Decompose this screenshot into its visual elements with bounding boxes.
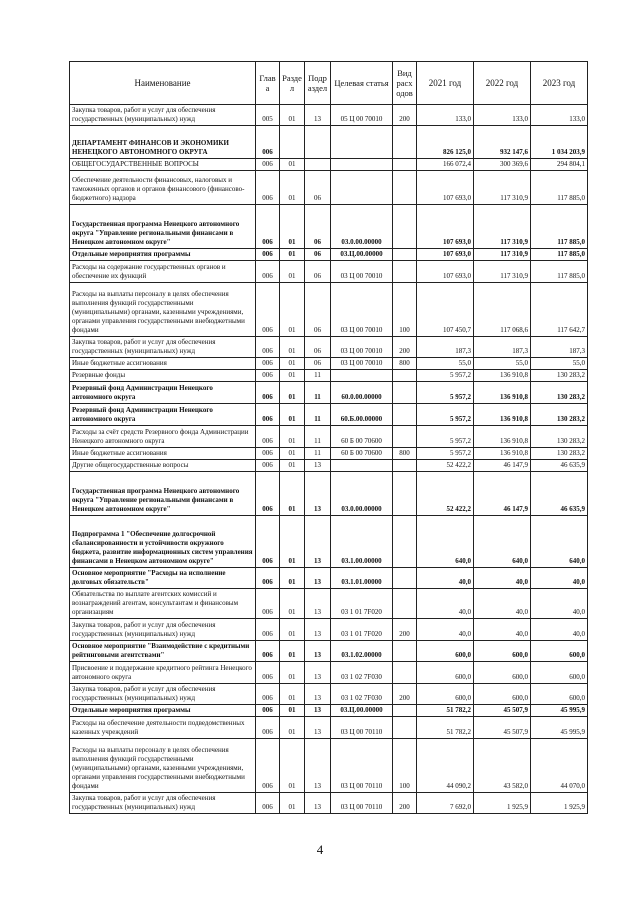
row-name: Расходы на обеспечение деятельности подведомственных казенных учреждений	[70, 717, 256, 739]
row-2023: 1 034 203,9	[531, 126, 588, 159]
row-2022: 136 910,8	[474, 426, 531, 448]
row-glava: 006	[256, 126, 280, 159]
row-vid	[393, 404, 417, 426]
row-vid	[393, 516, 417, 568]
row-2023: 130 283,2	[531, 426, 588, 448]
row-2023: 40,0	[531, 589, 588, 619]
row-glava: 006	[256, 619, 280, 641]
header-glava: Глав а	[256, 62, 280, 105]
row-name: Расходы на выплаты персоналу в целях обеспечения выполнения функций государственными (муниципальными) органами, казенными учреждениями, органами управления государственными внебюджетными фондами	[70, 739, 256, 793]
row-razdel: 01	[280, 159, 305, 171]
table-row	[70, 705, 588, 717]
row-2021: 826 125,0	[417, 126, 474, 159]
row-target: 03.1.00.00000	[331, 516, 393, 568]
row-glava: 006	[256, 472, 280, 516]
table-row	[70, 404, 588, 426]
header-2023: 2023 год	[531, 62, 588, 105]
table-row	[70, 171, 588, 205]
table-row	[70, 426, 588, 448]
row-name: ДЕПАРТАМЕНТ ФИНАНСОВ И ЭКОНОМИКИ НЕНЕЦКОГО АВТОНОМНОГО ОКРУГА	[70, 126, 256, 159]
row-2022: 187,3	[474, 337, 531, 358]
row-target: 03 1 01 7F020	[331, 589, 393, 619]
row-razdel: 01	[280, 358, 305, 370]
row-glava: 005	[256, 105, 280, 126]
row-name: Закупка товаров, работ и услуг для обеспечения государственных (муниципальных) нужд	[70, 793, 256, 814]
row-glava: 006	[256, 337, 280, 358]
row-2023: 117 642,7	[531, 283, 588, 337]
row-target: 03.0.00.00000	[331, 472, 393, 516]
row-podrazdel: 06	[305, 261, 331, 283]
row-podrazdel: 11	[305, 404, 331, 426]
row-glava: 006	[256, 460, 280, 472]
row-target: 03.0.00.00000	[331, 205, 393, 249]
row-2022: 40,0	[474, 619, 531, 641]
row-vid	[393, 460, 417, 472]
row-target: 03.Ц.00.00000	[331, 249, 393, 261]
row-2021: 107 693,0	[417, 205, 474, 249]
row-vid	[393, 717, 417, 739]
row-razdel: 01	[280, 705, 305, 717]
row-name: Резервный фонд Администрации Ненецкого автономного округа	[70, 382, 256, 404]
row-2023: 1 925,9	[531, 793, 588, 814]
row-name: Обязательства по выплате агентских комиссий и вознаграждений агентам, консультантам и финансовым организациям	[70, 589, 256, 619]
row-razdel: 01	[280, 641, 305, 662]
table-body	[70, 105, 588, 814]
row-glava: 006	[256, 426, 280, 448]
row-target	[331, 159, 393, 171]
row-name: Закупка товаров, работ и услуг для обеспечения государственных (муниципальных) нужд	[70, 337, 256, 358]
table-row	[70, 261, 588, 283]
row-vid	[393, 568, 417, 589]
row-2022: 300 369,6	[474, 159, 531, 171]
row-2021: 5 957,2	[417, 370, 474, 382]
row-2022: 640,0	[474, 516, 531, 568]
row-2022: 45 507,9	[474, 705, 531, 717]
row-2023: 117 885,0	[531, 171, 588, 205]
row-vid: 200	[393, 619, 417, 641]
row-2022: 136 910,8	[474, 382, 531, 404]
row-2023: 40,0	[531, 568, 588, 589]
row-razdel: 01	[280, 249, 305, 261]
row-vid: 100	[393, 739, 417, 793]
table-row	[70, 472, 588, 516]
row-razdel: 01	[280, 717, 305, 739]
header-target: Целевая статья	[331, 62, 393, 105]
row-razdel: 01	[280, 261, 305, 283]
table-header	[70, 62, 588, 105]
row-target: 60 Б 00 70600	[331, 426, 393, 448]
row-2021: 55,0	[417, 358, 474, 370]
row-glava: 006	[256, 589, 280, 619]
row-2021: 52 422,2	[417, 472, 474, 516]
row-podrazdel: 06	[305, 205, 331, 249]
row-2021: 166 072,4	[417, 159, 474, 171]
row-glava: 006	[256, 448, 280, 460]
row-2021: 7 692,0	[417, 793, 474, 814]
row-glava: 006	[256, 793, 280, 814]
row-podrazdel: 11	[305, 448, 331, 460]
row-podrazdel: 13	[305, 589, 331, 619]
row-2022: 600,0	[474, 684, 531, 705]
row-2022: 600,0	[474, 641, 531, 662]
header-2021: 2021 год	[417, 62, 474, 105]
row-target	[331, 460, 393, 472]
table-row	[70, 249, 588, 261]
row-2023: 133,0	[531, 105, 588, 126]
row-vid	[393, 159, 417, 171]
row-glava: 006	[256, 283, 280, 337]
table-row	[70, 283, 588, 337]
row-2022: 117 068,6	[474, 283, 531, 337]
row-target: 03 Ц 00 70010	[331, 261, 393, 283]
row-podrazdel: 13	[305, 619, 331, 641]
row-glava: 006	[256, 568, 280, 589]
row-podrazdel: 11	[305, 426, 331, 448]
row-vid	[393, 249, 417, 261]
row-razdel: 01	[280, 382, 305, 404]
row-target: 03 Ц 00 70110	[331, 793, 393, 814]
row-vid	[393, 641, 417, 662]
row-podrazdel: 13	[305, 472, 331, 516]
row-podrazdel: 13	[305, 684, 331, 705]
row-vid	[393, 171, 417, 205]
row-glava: 006	[256, 382, 280, 404]
row-2023: 44 070,0	[531, 739, 588, 793]
row-2023: 40,0	[531, 619, 588, 641]
row-2021: 44 090,2	[417, 739, 474, 793]
row-target: 03.1.02.00000	[331, 641, 393, 662]
row-vid: 800	[393, 358, 417, 370]
row-2022: 40,0	[474, 568, 531, 589]
row-2021: 107 693,0	[417, 261, 474, 283]
row-2023: 130 283,2	[531, 370, 588, 382]
row-2021: 600,0	[417, 684, 474, 705]
row-razdel: 01	[280, 662, 305, 684]
row-2023: 187,3	[531, 337, 588, 358]
page-number: 4	[316, 842, 324, 857]
row-vid: 200	[393, 793, 417, 814]
row-name: Обеспечение деятельности финансовых, налоговых и таможенных органов и органов финансового (финансово-бюджетного) надзора	[70, 171, 256, 205]
row-2021: 5 957,2	[417, 382, 474, 404]
row-2023: 600,0	[531, 662, 588, 684]
row-vid	[393, 370, 417, 382]
row-glava: 006	[256, 705, 280, 717]
table-row	[70, 358, 588, 370]
header-podrazdel: Подр аздел	[305, 62, 331, 105]
row-podrazdel	[305, 126, 331, 159]
row-2021: 600,0	[417, 662, 474, 684]
row-podrazdel: 06	[305, 283, 331, 337]
row-target	[331, 126, 393, 159]
row-podrazdel: 13	[305, 662, 331, 684]
row-2022: 46 147,9	[474, 472, 531, 516]
row-name: Основное мероприятие "Взаимодействие с кредитными рейтинговыми агентствами"	[70, 641, 256, 662]
row-2021: 133,0	[417, 105, 474, 126]
row-2021: 107 693,0	[417, 171, 474, 205]
row-podrazdel: 13	[305, 705, 331, 717]
row-glava: 006	[256, 205, 280, 249]
row-podrazdel: 06	[305, 249, 331, 261]
row-podrazdel: 11	[305, 382, 331, 404]
row-vid	[393, 472, 417, 516]
table-row	[70, 684, 588, 705]
table-row	[70, 662, 588, 684]
row-name: Присвоение и поддержание кредитного рейтинга Ненецкого автономного округа	[70, 662, 256, 684]
row-razdel: 01	[280, 516, 305, 568]
row-2023: 46 635,9	[531, 472, 588, 516]
row-2022: 133,0	[474, 105, 531, 126]
row-2023: 45 995,9	[531, 705, 588, 717]
header-vid: Вид расх одов	[393, 62, 417, 105]
row-2023: 46 635,9	[531, 460, 588, 472]
table-row	[70, 516, 588, 568]
row-razdel: 01	[280, 448, 305, 460]
table-row	[70, 460, 588, 472]
row-2021: 5 957,2	[417, 426, 474, 448]
row-2022: 55,0	[474, 358, 531, 370]
row-razdel: 01	[280, 793, 305, 814]
row-2021: 40,0	[417, 568, 474, 589]
table-row	[70, 568, 588, 589]
table-row	[70, 793, 588, 814]
row-target: 03 1 02 7F030	[331, 662, 393, 684]
row-2021: 640,0	[417, 516, 474, 568]
row-razdel: 01	[280, 370, 305, 382]
table-row	[70, 382, 588, 404]
row-target: 03 Ц 00 70010	[331, 337, 393, 358]
row-2023: 55,0	[531, 358, 588, 370]
row-target: 03.Ц.00.00000	[331, 705, 393, 717]
row-target: 03 Ц 00 70010	[331, 358, 393, 370]
row-glava: 006	[256, 739, 280, 793]
row-podrazdel	[305, 159, 331, 171]
row-target: 03 Ц 00 70110	[331, 739, 393, 793]
row-podrazdel: 06	[305, 171, 331, 205]
row-2021: 51 782,2	[417, 717, 474, 739]
row-glava: 006	[256, 370, 280, 382]
row-2023: 600,0	[531, 684, 588, 705]
row-name: Резервный фонд Администрации Ненецкого автономного округа	[70, 404, 256, 426]
row-2022: 117 310,9	[474, 249, 531, 261]
row-2022: 600,0	[474, 662, 531, 684]
row-podrazdel: 13	[305, 793, 331, 814]
row-name: Закупка товаров, работ и услуг для обеспечения государственных (муниципальных) нужд	[70, 105, 256, 126]
row-glava: 006	[256, 516, 280, 568]
row-vid	[393, 205, 417, 249]
row-glava: 006	[256, 261, 280, 283]
row-2021: 600,0	[417, 641, 474, 662]
row-2022: 117 310,9	[474, 171, 531, 205]
row-razdel	[280, 126, 305, 159]
row-target: 05 Ц 00 70010	[331, 105, 393, 126]
row-podrazdel: 06	[305, 358, 331, 370]
row-glava: 006	[256, 404, 280, 426]
row-2023: 117 885,0	[531, 205, 588, 249]
row-razdel: 01	[280, 739, 305, 793]
row-2021: 52 422,2	[417, 460, 474, 472]
row-name: Расходы за счёт средств Резервного фонда Администрации Ненецкого автономного округа	[70, 426, 256, 448]
row-razdel: 01	[280, 684, 305, 705]
row-podrazdel: 11	[305, 370, 331, 382]
row-vid: 200	[393, 684, 417, 705]
row-name: Подпрограмма 1 "Обеспечение долгосрочной сбалансированности и устойчивости окружного бюджета, развитие информационных систем управления финансами в Ненецком автономном округе"	[70, 516, 256, 568]
row-2023: 130 283,2	[531, 404, 588, 426]
header-2022: 2022 год	[474, 62, 531, 105]
row-podrazdel: 13	[305, 739, 331, 793]
row-2023: 130 283,2	[531, 448, 588, 460]
row-vid	[393, 662, 417, 684]
row-target: 60 Б 00 70600	[331, 448, 393, 460]
table-row	[70, 337, 588, 358]
row-name: Основное мероприятие "Расходы на исполнение долговых обязательств"	[70, 568, 256, 589]
row-name: Иные бюджетные ассигнования	[70, 448, 256, 460]
row-name: Иные бюджетные ассигнования	[70, 358, 256, 370]
row-razdel: 01	[280, 472, 305, 516]
row-razdel: 01	[280, 105, 305, 126]
row-2022: 117 310,9	[474, 261, 531, 283]
row-vid	[393, 589, 417, 619]
row-target: 03 1 02 7F030	[331, 684, 393, 705]
row-target: 03 Ц 00 70110	[331, 717, 393, 739]
row-name: Закупка товаров, работ и услуг для обеспечения государственных (муниципальных) нужд	[70, 684, 256, 705]
row-2022: 932 147,6	[474, 126, 531, 159]
row-name: ОБЩЕГОСУДАРСТВЕННЫЕ ВОПРОСЫ	[70, 159, 256, 171]
row-podrazdel: 13	[305, 460, 331, 472]
row-razdel: 01	[280, 337, 305, 358]
budget-table	[69, 61, 588, 814]
row-razdel: 01	[280, 426, 305, 448]
row-name: Другие общегосударственные вопросы	[70, 460, 256, 472]
row-2022: 1 925,9	[474, 793, 531, 814]
row-2022: 40,0	[474, 589, 531, 619]
row-razdel: 01	[280, 619, 305, 641]
table-row	[70, 205, 588, 249]
row-name: Расходы на выплаты персоналу в целях обеспечения выполнения функций государственными (муниципальными) органами, казенными учреждениями, органами управления государственными внебюджетными фондами	[70, 283, 256, 337]
table-row	[70, 739, 588, 793]
row-name: Расходы на содержание государственных органов и обеспечение их функций	[70, 261, 256, 283]
table-row	[70, 717, 588, 739]
row-name: Резервные фонды	[70, 370, 256, 382]
row-target	[331, 370, 393, 382]
row-2021: 107 693,0	[417, 249, 474, 261]
table-row	[70, 448, 588, 460]
row-name: Государственная программа Ненецкого автономного округа "Управление региональными финансами в Ненецком автономном округе"	[70, 472, 256, 516]
row-target	[331, 171, 393, 205]
row-2023: 640,0	[531, 516, 588, 568]
table-row	[70, 619, 588, 641]
row-razdel: 01	[280, 404, 305, 426]
row-target: 03.1.01.00000	[331, 568, 393, 589]
row-2021: 187,3	[417, 337, 474, 358]
row-2023: 600,0	[531, 641, 588, 662]
row-2022: 136 910,8	[474, 448, 531, 460]
row-razdel: 01	[280, 171, 305, 205]
row-vid	[393, 705, 417, 717]
row-podrazdel: 13	[305, 568, 331, 589]
row-vid: 200	[393, 337, 417, 358]
row-name: Отдельные мероприятия программы	[70, 705, 256, 717]
header-razdel: Разде л	[280, 62, 305, 105]
table-row	[70, 589, 588, 619]
row-target: 60.0.00.00000	[331, 382, 393, 404]
table-row	[70, 370, 588, 382]
row-name: Закупка товаров, работ и услуг для обеспечения государственных (муниципальных) нужд	[70, 619, 256, 641]
row-2022: 46 147,9	[474, 460, 531, 472]
row-podrazdel: 13	[305, 105, 331, 126]
header-name: Наименование	[70, 62, 256, 105]
row-razdel: 01	[280, 568, 305, 589]
row-2022: 136 910,8	[474, 404, 531, 426]
row-name: Государственная программа Ненецкого автономного округа "Управление региональными финансами в Ненецком автономном округе"	[70, 205, 256, 249]
row-target: 60.Б.00.00000	[331, 404, 393, 426]
row-vid	[393, 382, 417, 404]
row-name: Отдельные мероприятия программы	[70, 249, 256, 261]
row-2022: 43 582,0	[474, 739, 531, 793]
row-target: 03 Ц 00 70010	[331, 283, 393, 337]
row-glava: 006	[256, 662, 280, 684]
row-2022: 136 910,8	[474, 370, 531, 382]
row-podrazdel: 13	[305, 516, 331, 568]
row-podrazdel: 13	[305, 717, 331, 739]
row-glava: 006	[256, 159, 280, 171]
table-row	[70, 641, 588, 662]
table-row	[70, 126, 588, 159]
row-vid: 200	[393, 105, 417, 126]
row-glava: 006	[256, 249, 280, 261]
row-2023: 45 995,9	[531, 717, 588, 739]
row-vid	[393, 426, 417, 448]
row-razdel: 01	[280, 460, 305, 472]
row-vid	[393, 261, 417, 283]
row-glava: 006	[256, 358, 280, 370]
row-glava: 006	[256, 171, 280, 205]
row-vid: 800	[393, 448, 417, 460]
table-row	[70, 159, 588, 171]
row-2023: 294 804,1	[531, 159, 588, 171]
row-2021: 51 782,2	[417, 705, 474, 717]
row-2021: 40,0	[417, 619, 474, 641]
row-podrazdel: 06	[305, 337, 331, 358]
row-glava: 006	[256, 641, 280, 662]
row-glava: 006	[256, 717, 280, 739]
table-row	[70, 105, 588, 126]
row-razdel: 01	[280, 589, 305, 619]
row-2023: 117 885,0	[531, 261, 588, 283]
row-2023: 130 283,2	[531, 382, 588, 404]
row-2021: 5 957,2	[417, 448, 474, 460]
row-razdel: 01	[280, 205, 305, 249]
row-2021: 40,0	[417, 589, 474, 619]
row-glava: 006	[256, 684, 280, 705]
row-vid	[393, 126, 417, 159]
row-2021: 5 957,2	[417, 404, 474, 426]
row-2022: 45 507,9	[474, 717, 531, 739]
row-vid: 100	[393, 283, 417, 337]
row-2022: 117 310,9	[474, 205, 531, 249]
row-2023: 117 885,0	[531, 249, 588, 261]
row-target: 03 1 01 7F020	[331, 619, 393, 641]
row-razdel: 01	[280, 283, 305, 337]
row-podrazdel: 13	[305, 641, 331, 662]
row-2021: 107 450,7	[417, 283, 474, 337]
